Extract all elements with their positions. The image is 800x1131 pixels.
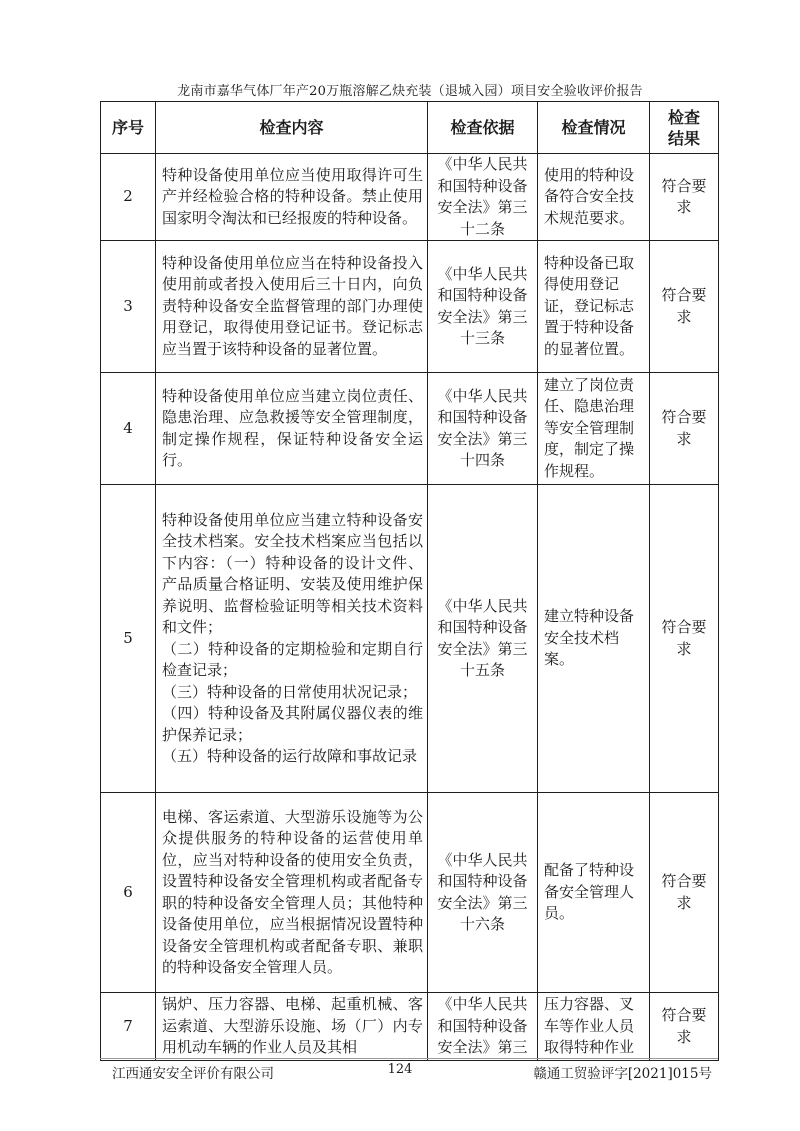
check-result: 符合要求 [650,154,719,241]
col-header-basis: 检查依据 [428,102,538,154]
row-number: 7 [101,993,156,1061]
check-basis: 《中华人民共和国特种设备安全法》第三十六条 [428,793,538,993]
table-row [101,373,719,485]
table-row [101,485,719,793]
col-header-no: 序号 [101,102,156,154]
check-basis: 《中华人民共和国特种设备安全法》第三十四条 [428,373,538,485]
table-row [101,993,719,1061]
check-content: 特种设备使用单位应当使用取得许可生产并经检验合格的特种设备。禁止使用国家明令淘汰和已经报废的特种设备。 [156,154,428,241]
col-header-content: 检查内容 [156,102,428,154]
table-row [101,154,719,241]
page-header: 龙南市嘉华气体厂年产20万瓶溶解乙炔充装（退城入园）项目安全验收评价报告 [177,84,643,99]
check-situation: 压力容器、叉车等作业人员取得特种作业 [538,993,650,1061]
inspection-table [100,101,719,1061]
table-row [101,241,719,373]
check-situation: 使用的特种设备符合安全技术规范要求。 [538,154,650,241]
check-situation: 特种设备已取得使用登记证，登记标志置于特种设备的显著位置。 [538,241,650,373]
table-header-row [101,102,719,154]
check-result: 符合要求 [650,993,719,1061]
footer-company: 江西通安安全评价有限公司 [112,1066,274,1082]
check-result: 符合要求 [650,373,719,485]
check-result: 符合要求 [650,793,719,993]
check-basis: 《中华人民共和国特种设备安全法》第三十五条 [428,485,538,793]
check-content: 特种设备使用单位应当建立岗位责任、隐患治理、应急救援等安全管理制度，制定操作规程，保证特种设备安全运行。 [156,373,428,485]
check-basis: 《中华人民共和国特种设备安全法》第三 [428,993,538,1061]
table-row [101,793,719,993]
check-result: 符合要求 [650,241,719,373]
footer-doc-number: 赣通工贸验评字[2021]015号 [533,1066,712,1082]
check-situation: 建立了岗位责任、隐患治理等安全管理制度，制定了操作规程。 [538,373,650,485]
col-header-situation: 检查情况 [538,102,650,154]
check-content: 特种设备使用单位应当在特种设备投入使用前或者投入使用后三十日内，向负责特种设备安全监督管理的部门办理使用登记，取得使用登记证书。登记标志应当置于该特种设备的显著位置。 [156,241,428,373]
footer-divider [100,1058,718,1059]
row-number: 5 [101,485,156,793]
check-content: 电梯、客运索道、大型游乐设施等为公众提供服务的特种设备的运营使用单位，应当对特种设备的使用安全负责，设置特种设备安全管理机构或者配备专职的特种设备安全管理人员；其他特种设备使用单位，应当根据情况设置特种设备安全管理机构或者配备专职、兼职的特种设备安全管理人员。 [156,793,428,993]
check-situation: 配备了特种设备安全管理人员。 [538,793,650,993]
row-number: 4 [101,373,156,485]
check-content: 锅炉、压力容器、电梯、起重机械、客运索道、大型游乐设施、场（厂）内专用机动车辆的作业人员及其相 [156,993,428,1061]
check-basis: 《中华人民共和国特种设备安全法》第三十三条 [428,241,538,373]
col-header-result: 检查结果 [650,102,719,154]
check-basis: 《中华人民共和国特种设备安全法》第三十二条 [428,154,538,241]
check-content: 特种设备使用单位应当建立特种设备安全技术档案。安全技术档案应当包括以下内容：（一）特种设备的设计文件、产品质量合格证明、安装及使用维护保养说明、监督检验证明等相关技术资料和文件； （二）特种设备的定期检验和定期自行检查记录； （三）特种设备的日常使用状况记录； （四）特种设备及其附属仪器仪表的维护保养记录； （五）特种设备的运行故障和事故记录 [156,485,428,793]
row-number: 2 [101,154,156,241]
page-number: 124 [387,1062,413,1077]
check-result: 符合要求 [650,485,719,793]
row-number: 6 [101,793,156,993]
row-number: 3 [101,241,156,373]
check-situation: 建立特种设备安全技术档案。 [538,485,650,793]
